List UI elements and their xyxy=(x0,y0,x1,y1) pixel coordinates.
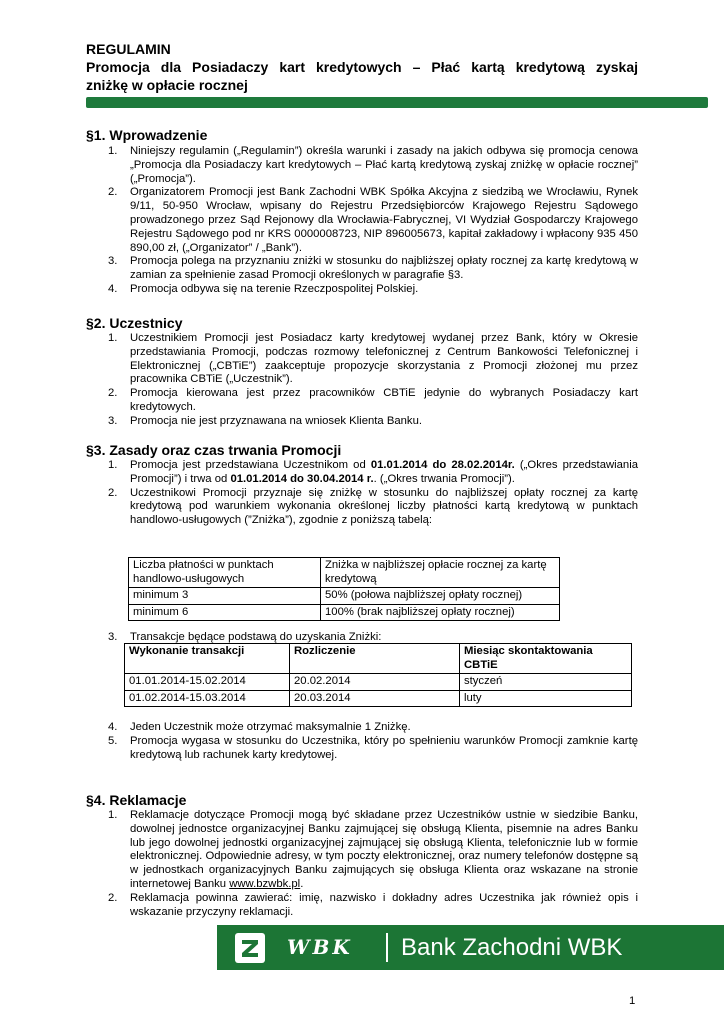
list-item: 2. Reklamacja powinna zawierać: imię, nazwisko i dokładny adres Uczestnika jak również opis i wskazanie przyczyny reklamacji. xyxy=(108,891,638,918)
list-item: 1. Reklamacje dotyczące Promocji mogą być składane przez Uczestników ustnie w siedzibie Banku, dowolnej jednostce organizacyjnej Banku zajmującej się obsługą Klienta, pisemnie na adres Banku lub jego dowolnej jednostki organizacyjnej zajmującej się obsługą Klienta, telefonicznie lub w formie elektronicznej. Odpowiednie adresy, w tym poczty elektronicznej, oraz numery telefonów dostępne są w jednostkach organizacyjnych Banku zajmujących się obsługa Klienta oraz wskazane na stronie internetowej Banku www.bzwbk.pl. xyxy=(108,809,638,890)
discount-table xyxy=(128,557,560,621)
table-header-cell: Liczba płatności w punktach handlowo-usługowych xyxy=(129,558,321,588)
table-header-cell: Wykonanie transakcji xyxy=(125,644,290,674)
title-line-3: zniżkę w opłacie rocznej xyxy=(86,77,248,93)
list-item: 2. Promocja kierowana jest przez pracowników CBTiE jedynie do wybranych Posiadaczy kart kredytowych. xyxy=(108,387,638,413)
bank-website-link[interactable]: www.bzwbk.pl xyxy=(229,877,301,890)
table-row xyxy=(129,558,560,588)
table-cell: 20.02.2014 xyxy=(290,674,460,691)
list-item: 4. Jeden Uczestnik może otrzymać maksymalnie 1 Zniżkę. xyxy=(108,721,411,733)
list-item: 1. Promocja jest przedstawiana Uczestnikom od 01.01.2014 do 28.02.2014r. („Okres przedstawiania Promocji”) i trwa od 01.01.2014 do 30.04.2014 r.. („Okres trwania Promocji”). xyxy=(108,459,639,485)
section-2-heading: §2. Uczestnicy xyxy=(86,315,183,331)
table-cell: 20.03.2014 xyxy=(290,690,460,707)
list-item: 1. Niniejszy regulamin („Regulamin”) określa warunki i zasady na jakich odbywa się promocja cenowa „Promocja dla Posiadaczy kart kredytowych – Płać kartą kredytową zyskaj zniżkę w opłacie rocznej” („Promocja”). xyxy=(108,145,638,185)
list-item: 3. Promocja polega na przyznaniu zniżki w stosunku do najbliższej opłaty rocznej za kartę kredytową w zamian za spełnienie zasad Promocji określonych w paragrafie §3. xyxy=(108,255,638,282)
list-item: 3. Transakcje będące podstawą do uzyskania Zniżki: xyxy=(108,631,382,643)
table-header-cell: Zniżka w najbliższej opłacie rocznej za kartę kredytową xyxy=(321,558,560,588)
table-row xyxy=(125,674,632,691)
page-number: 1 xyxy=(629,995,636,1007)
table-row xyxy=(125,644,632,674)
list-item: 1. Uczestnikiem Promocji jest Posiadacz karty kredytowej wydanej przez Bank, który w Okresie przedstawiania Promocji, podczas rozmowy telefonicznej z Centrum Bankowości Telefonicznej i Elektronicznej („CBTiE”) zaakceptuje propozycje skorzystania z Promocji złożonej mu przez pracownika CBTiE („Uczestnik”). xyxy=(108,332,638,386)
table-cell: 50% (połowa najbliższej opłaty rocznej) xyxy=(321,588,560,605)
list-item: 3. Promocja nie jest przyznawana na wniosek Klienta Banku. xyxy=(108,414,422,427)
section-4-heading: §4. Reklamacje xyxy=(86,792,187,808)
bank-name: Bank Zachodni WBK xyxy=(401,934,623,961)
bank-footer-banner xyxy=(217,925,724,970)
table-row xyxy=(129,588,560,605)
section-3-list-c xyxy=(86,721,638,762)
title-line-1: REGULAMIN xyxy=(86,41,171,57)
footer-divider xyxy=(386,933,388,962)
table-row xyxy=(125,690,632,707)
document-title xyxy=(86,40,638,94)
table-row xyxy=(129,604,560,621)
table-cell: luty xyxy=(460,690,632,707)
bank-logo-icon xyxy=(235,933,265,963)
wbk-wordmark: WBK xyxy=(287,935,353,959)
section-1-list xyxy=(86,145,638,297)
table-header-cell: Miesiąc skontaktowania CBTiE xyxy=(460,644,632,674)
transactions-table xyxy=(124,643,632,707)
section-3-heading: §3. Zasady oraz czas trwania Promocji xyxy=(86,442,342,458)
list-item: 2. Organizatorem Promocji jest Bank Zachodni WBK Spółka Akcyjna z siedzibą we Wrocławiu, Rynek 9/11, 50-950 Wrocław, wpisany do Rejestru Przedsiębiorców Krajowego Rejestru Sądowego prowadzonego przez Sąd Rejonowy dla Wrocławia-Fabrycznej, VI Wydział Gospodarczy Krajowego Rejestru Sądowego pod nr KRS 0000008723, NIP 896005673, kapitał zakładowy i wpłacony 935 450 890,00 zł, („Organizator” / „Bank”). xyxy=(108,186,638,254)
list-item: 4. Promocja odbywa się na terenie Rzeczpospolitej Polskiej. xyxy=(108,282,419,295)
table-header-cell: Rozliczenie xyxy=(290,644,460,674)
section-2-list xyxy=(86,332,638,429)
section-1-heading: §1. Wprowadzenie xyxy=(86,127,208,143)
section-3-list-a xyxy=(86,459,638,528)
table-cell: 100% (brak najbliższej opłaty rocznej) xyxy=(321,604,560,621)
table-cell: 01.02.2014-15.03.2014 xyxy=(125,690,290,707)
list-item: 2. Uczestnikowi Promocji przyznaje się zniżkę w stosunku do najbliższej opłaty rocznej za kartę kredytową pod warunkiem wykonania określonej liczby płatności kartą kredytową w punktach handlowo-usługowych (”Zniżka”), zgodnie z poniższą tabelą: xyxy=(108,486,638,527)
table-cell: minimum 3 xyxy=(129,588,321,605)
table-cell: 01.01.2014-15.02.2014 xyxy=(125,674,290,691)
title-line-2: Promocja dla Posiadaczy kart kredytowych – Płać kartą kredytową zyskaj xyxy=(86,59,638,75)
table-cell: minimum 6 xyxy=(129,604,321,621)
title-divider-bar xyxy=(86,97,708,108)
section-4-list xyxy=(86,809,638,919)
table-cell: styczeń xyxy=(460,674,632,691)
bank-logo-glyph xyxy=(235,933,265,963)
list-item: 5. Promocja wygasa w stosunku do Uczestnika, który po spełnieniu warunków Promocji zamknie kartę kredytową lub rachunek karty kredytowej. xyxy=(108,734,638,761)
